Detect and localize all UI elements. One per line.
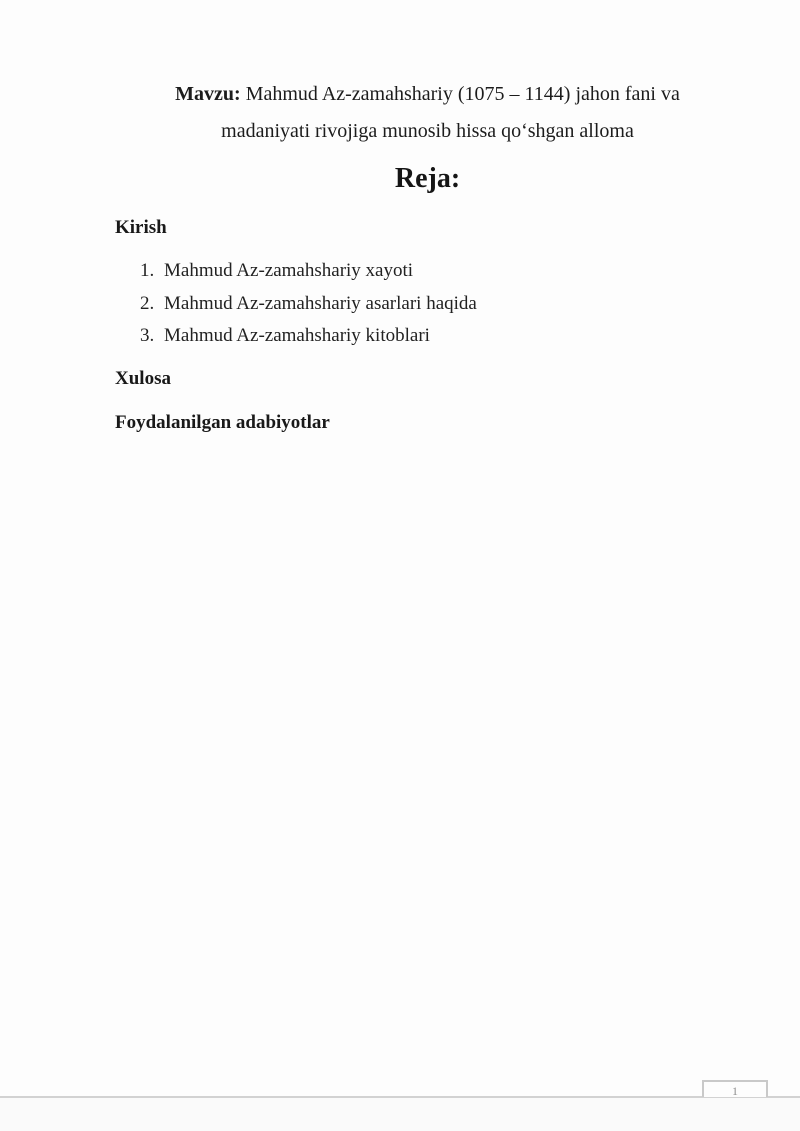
section-heading-references: Foydalanilgan adabiyotlar [115, 412, 330, 433]
document-title [115, 76, 740, 150]
list-item-text: Mahmud Az-zamahshariy xayoti [164, 260, 414, 281]
page-number-box [702, 1080, 768, 1097]
outline-list [140, 255, 700, 353]
title-label: Mavzu: [175, 83, 241, 105]
title-line-1-text: Mahmud Az-zamahshariy (1075 – 1144) jahon fani va [245, 83, 680, 105]
document-title-line-2: madaniyati rivojiga munosib hissa qoʻshgan alloma [221, 120, 634, 142]
document-title-line-1 [115, 76, 740, 113]
list-item-number: 2. [140, 292, 155, 314]
plan-heading: Reja: [394, 163, 461, 194]
list-item-number: 1. [140, 260, 155, 281]
list-item-text: Mahmud Az-zamahshariy asarlari haqida [164, 292, 477, 314]
list-item-text: Mahmud Az-zamahshariy kitoblari [164, 325, 430, 346]
list-item [140, 255, 700, 288]
list-item-number: 3. [140, 325, 155, 346]
list-item [140, 288, 700, 321]
section-heading-xulosa: Xulosa [115, 368, 171, 389]
footer-divider [0, 1096, 800, 1098]
list-item [140, 320, 700, 353]
page-gap [0, 1100, 800, 1131]
section-heading-kirish: Kirish [115, 217, 167, 238]
page-number: 1 [732, 1084, 738, 1098]
